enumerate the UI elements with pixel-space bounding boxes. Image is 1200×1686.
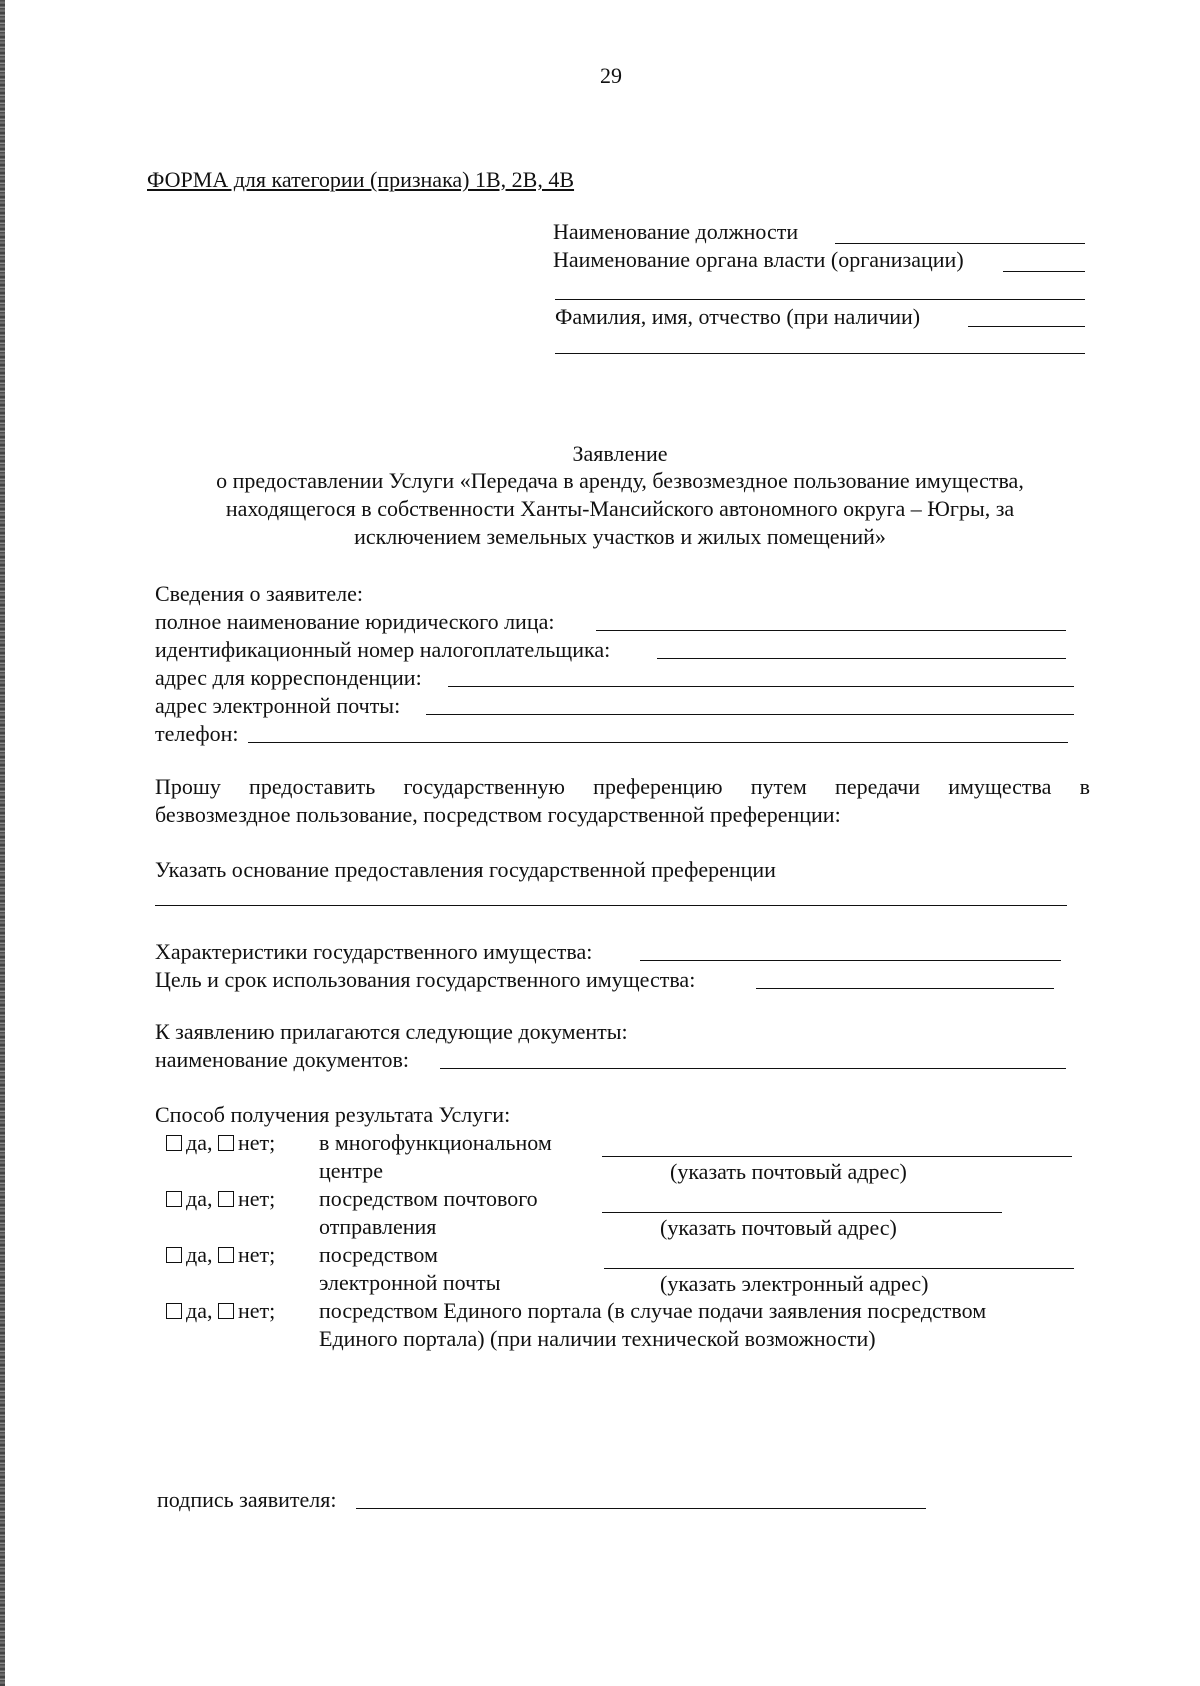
delivery-option-post-line-1: посредством почтового xyxy=(319,1186,538,1211)
delivery-option-mfc-line-2: центре xyxy=(319,1158,383,1183)
purpose-field[interactable] xyxy=(756,988,1054,989)
statement-line-2: находящегося в собственности Ханты-Мансийского автономного округа – Югры, за xyxy=(225,496,1015,521)
full-name-field[interactable] xyxy=(596,630,1066,631)
delivery-option-portal-choice xyxy=(166,1297,275,1325)
fio-field-continuation[interactable] xyxy=(555,353,1085,354)
form-heading: ФОРМА для категории (признака) 1В, 2В, 4В xyxy=(147,167,575,192)
applicant-heading: Сведения о заявителе: xyxy=(155,581,364,606)
checkbox-icon xyxy=(166,1303,182,1319)
request-line-2: безвозмездное пользование, посредством государственной преференции: xyxy=(155,802,841,827)
mfc-address-field[interactable] xyxy=(602,1156,1072,1157)
full-name-label: полное наименование юридического лица: xyxy=(155,609,555,634)
no-checkbox[interactable]: нет; xyxy=(218,1185,275,1213)
delivery-option-portal-line-2: Единого портала) (при наличии технической возможности) xyxy=(319,1326,876,1351)
delivery-option-mfc-choice xyxy=(166,1129,275,1157)
post-address-field[interactable] xyxy=(602,1212,1002,1213)
email-label: адрес электронной почты: xyxy=(155,693,401,718)
delivery-heading: Способ получения результата Услуги: xyxy=(155,1102,511,1127)
characteristics-label: Характеристики государственного имущества: xyxy=(155,939,593,964)
authority-field[interactable] xyxy=(1003,271,1085,272)
checkbox-icon xyxy=(166,1135,182,1151)
delivery-option-email-line-2: электронной почты xyxy=(319,1270,501,1295)
yes-checkbox[interactable]: да, xyxy=(166,1241,212,1269)
fio-label: Фамилия, имя, отчество (при наличии) xyxy=(555,304,921,329)
statement-title: Заявление xyxy=(572,441,668,466)
inn-field[interactable] xyxy=(657,658,1066,659)
no-checkbox[interactable]: нет; xyxy=(218,1129,275,1157)
characteristics-field[interactable] xyxy=(640,960,1061,961)
delivery-option-post-choice xyxy=(166,1185,275,1213)
yes-checkbox[interactable]: да, xyxy=(166,1185,212,1213)
postal-address-field[interactable] xyxy=(448,686,1074,687)
statement-line-1: о предоставлении Услуги «Передача в аренду, безвозмездное пользование имущества, xyxy=(216,468,1024,493)
post-address-hint: (указать почтовый адрес) xyxy=(660,1215,897,1240)
fio-field[interactable] xyxy=(968,326,1085,327)
authority-field-continuation[interactable] xyxy=(555,299,1085,300)
email-address-field[interactable] xyxy=(604,1268,1074,1269)
basis-label: Указать основание предоставления государственной преференции xyxy=(155,857,776,882)
position-field[interactable] xyxy=(835,243,1085,244)
delivery-option-email-line-1: посредством xyxy=(319,1242,438,1267)
documents-label: наименование документов: xyxy=(155,1047,410,1072)
phone-field[interactable] xyxy=(248,742,1068,743)
basis-field[interactable] xyxy=(155,905,1067,906)
inn-label: идентификационный номер налогоплательщика: xyxy=(155,637,611,662)
signature-field[interactable] xyxy=(356,1508,926,1509)
purpose-label: Цель и срок использования государственного имущества: xyxy=(155,967,696,992)
request-line-1: Прошу предоставить государственную преференцию путем передачи имущества в xyxy=(155,774,1091,799)
scan-page-edge xyxy=(0,0,5,1686)
checkbox-icon xyxy=(218,1247,234,1263)
checkbox-icon xyxy=(218,1191,234,1207)
attachments-heading: К заявлению прилагаются следующие документы: xyxy=(155,1019,628,1044)
documents-field[interactable] xyxy=(440,1068,1066,1069)
checkbox-icon xyxy=(166,1247,182,1263)
delivery-option-email-choice xyxy=(166,1241,275,1269)
email-field[interactable] xyxy=(426,714,1074,715)
page-number: 29 xyxy=(600,63,622,88)
checkbox-icon xyxy=(218,1135,234,1151)
email-address-hint: (указать электронный адрес) xyxy=(660,1271,929,1296)
signature-label: подпись заявителя: xyxy=(157,1487,337,1512)
postal-address-label: адрес для корреспонденции: xyxy=(155,665,422,690)
statement-line-3: исключением земельных участков и жилых помещений» xyxy=(354,524,886,549)
authority-label: Наименование органа власти (организации) xyxy=(553,247,964,272)
yes-checkbox[interactable]: да, xyxy=(166,1129,212,1157)
position-label: Наименование должности xyxy=(553,219,799,244)
no-checkbox[interactable]: нет; xyxy=(218,1297,275,1325)
delivery-option-post-line-2: отправления xyxy=(319,1214,437,1239)
phone-label: телефон: xyxy=(155,721,239,746)
checkbox-icon xyxy=(218,1303,234,1319)
checkbox-icon xyxy=(166,1191,182,1207)
no-checkbox[interactable]: нет; xyxy=(218,1241,275,1269)
delivery-option-mfc-line-1: в многофункциональном xyxy=(319,1130,552,1155)
delivery-option-portal-line-1: посредством Единого портала (в случае подачи заявления посредством xyxy=(319,1298,987,1323)
yes-checkbox[interactable]: да, xyxy=(166,1297,212,1325)
mfc-address-hint: (указать почтовый адрес) xyxy=(670,1159,907,1184)
